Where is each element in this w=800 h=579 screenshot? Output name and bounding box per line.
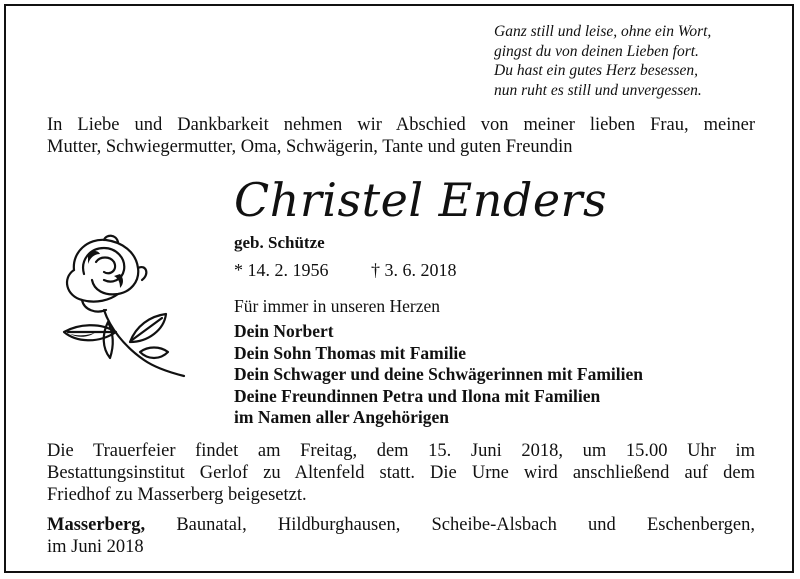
birth-date: * 14. 2. 1956 xyxy=(234,260,329,280)
intro-text xyxy=(47,114,755,158)
life-dates xyxy=(234,259,457,281)
mourners-list xyxy=(234,321,754,429)
place-others: Baunatal, Hildburghausen, Scheibe-Alsbach und Eschenbergen, xyxy=(176,515,756,535)
service-line: Bestattungsinstitut Gerlof zu Altenfeld statt. Die Urne wird anschließend auf dem xyxy=(47,463,755,483)
place-date: im Juni 2018 xyxy=(47,537,144,557)
mourner-line: Dein Norbert xyxy=(234,321,334,341)
mourner-line: Dein Sohn Thomas mit Familie xyxy=(234,342,467,363)
place-line xyxy=(47,514,755,536)
mourners-subtitle: Für immer in unseren Herzen xyxy=(234,296,441,316)
poem-line: Ganz still und leise, ohne ein Wort, xyxy=(494,23,712,40)
poem-line: nun ruht es still und unvergessen. xyxy=(494,81,702,99)
mourner-line: Deine Freundinnen Petra und Ilona mit Familien xyxy=(234,385,601,406)
death-date: † 3. 6. 2018 xyxy=(371,260,457,280)
rose-icon xyxy=(44,230,194,380)
intro-line: Mutter, Schwiegermutter, Oma, Schwägerin, Tante und guten Freundin xyxy=(47,137,573,157)
intro-line: In Liebe und Dankbarkeit nehmen wir Abschied von meiner lieben Frau, meiner xyxy=(47,115,755,135)
deceased-name: Christel Enders xyxy=(234,173,608,227)
poem-line: gingst du von deinen Lieben fort. xyxy=(494,42,699,60)
birth-name: geb. Schütze xyxy=(234,233,325,252)
place-and-date xyxy=(47,514,755,558)
service-line: Friedhof zu Masserberg beigesetzt. xyxy=(47,485,307,505)
mourner-line: Dein Schwager und deine Schwägerinnen mit Familien xyxy=(234,364,644,384)
mourner-line: im Namen aller Angehörigen xyxy=(234,407,450,427)
poem-line: Du hast ein gutes Herz besessen, xyxy=(494,62,699,79)
poem xyxy=(494,22,784,100)
funeral-service-text xyxy=(47,440,755,506)
service-line: Die Trauerfeier findet am Freitag, dem 15. Juni 2018, um 15.00 Uhr im xyxy=(47,441,755,461)
place-town: Masserberg, xyxy=(47,515,146,535)
